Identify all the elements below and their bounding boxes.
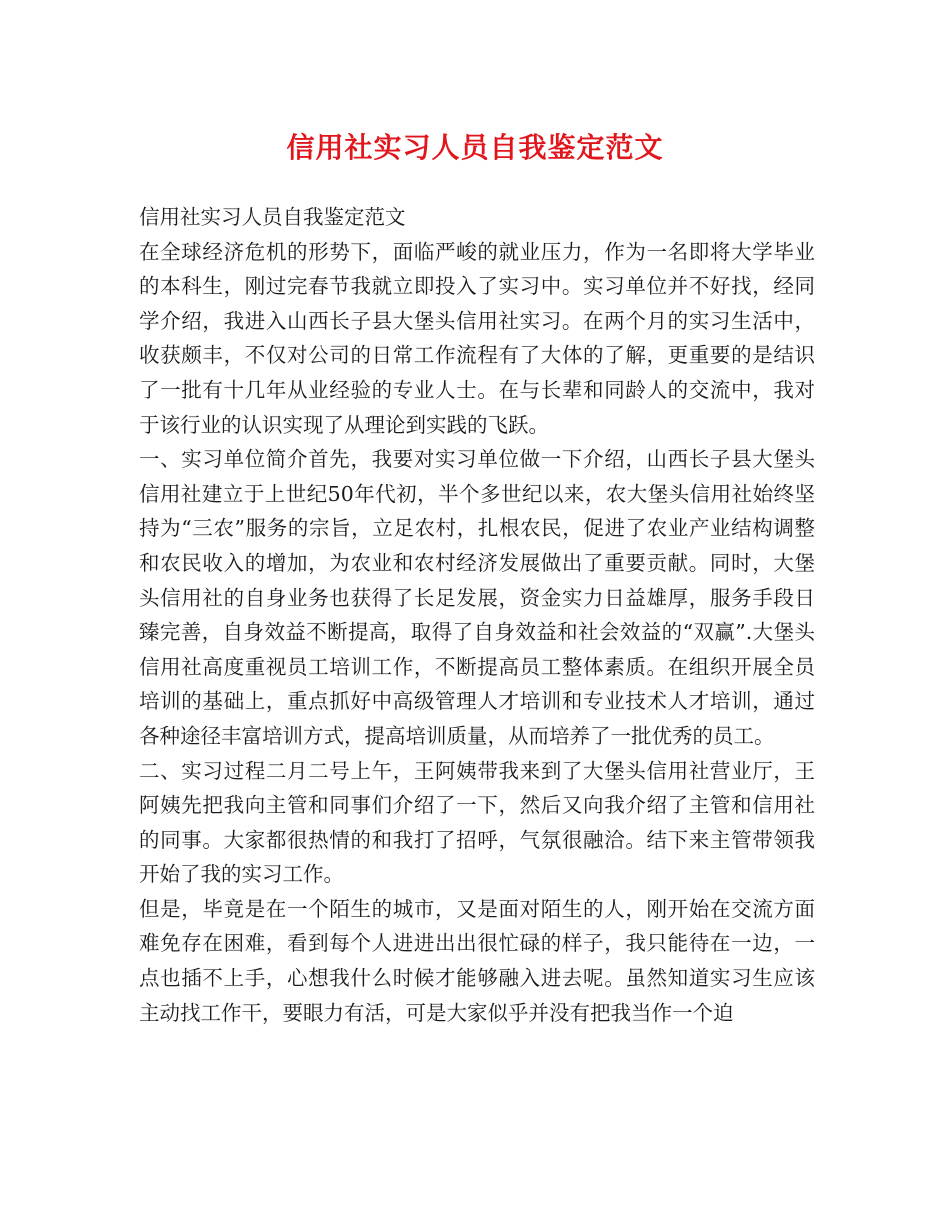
paragraph-heading: 信用社实习人员自我鉴定范文 (139, 205, 406, 229)
paragraph-process: 二、实习过程二月二号上午，王阿姨带我来到了大堡头信用社营业厅，王阿姨先把我向主管和同事们介绍了一下，然后又向我介绍了主管和信用社的同事。大家都很热情的和我打了招呼，气氛很融洽。结下来主管带领我开始了我的实习工作。 (139, 758, 815, 887)
paragraph-difficulty: 但是，毕竟是在一个陌生的城市，又是面对陌生的人，刚开始在交流方面难免存在困难，看到每个人进进出出很忙碌的样子，我只能待在一边，一点也插不上手，心想我什么时候才能够融入进去呢。虽然知道实习生应该主动找工作干，要眼力有活，可是大家似乎并没有把我当作一个迫 (139, 896, 815, 1025)
document-title: 信用社实习人员自我鉴定范文 (286, 131, 664, 164)
document-body (139, 200, 815, 1030)
paragraph-unit-intro: 一、实习单位简介首先，我要对实习单位做一下介绍，山西长子县大堡头信用社建立于上世纪50年代初，半个多世纪以来，农大堡头信用社始终坚持为“三农”服务的宗旨，立足农村，扎根农民，促进了农业产业结构调整和农民收入的增加，为农业和农村经济发展做出了重要贡献。同时，大堡头信用社的自身业务也获得了长足发展，资金实力日益雄厚，服务手段日臻完善，自身效益不断提高，取得了自身效益和社会效益的“双赢”.大堡头信用社高度重视员工培训工作，不断提高员工整体素质。在组织开展全员培训的基础上，重点抓好中高级管理人才培训和专业技术人才培训，通过各种途径丰富培训方式，提高培训质量，从而培养了一批优秀的员工。 (139, 447, 815, 748)
paragraph-intro: 在全球经济危机的形势下，面临严峻的就业压力，作为一名即将大学毕业的本科生，刚过完春节我就立即投入了实习中。实习单位并不好找，经同学介绍，我进入山西长子县大堡头信用社实习。在两个月的实习生活中，收获颇丰，不仅对公司的日常工作流程有了大体的了解，更重要的是结识了一批有十几年从业经验的专业人士。在与长辈和同龄人的交流中，我对于该行业的认识实现了从理论到实践的飞跃。 (139, 239, 815, 437)
